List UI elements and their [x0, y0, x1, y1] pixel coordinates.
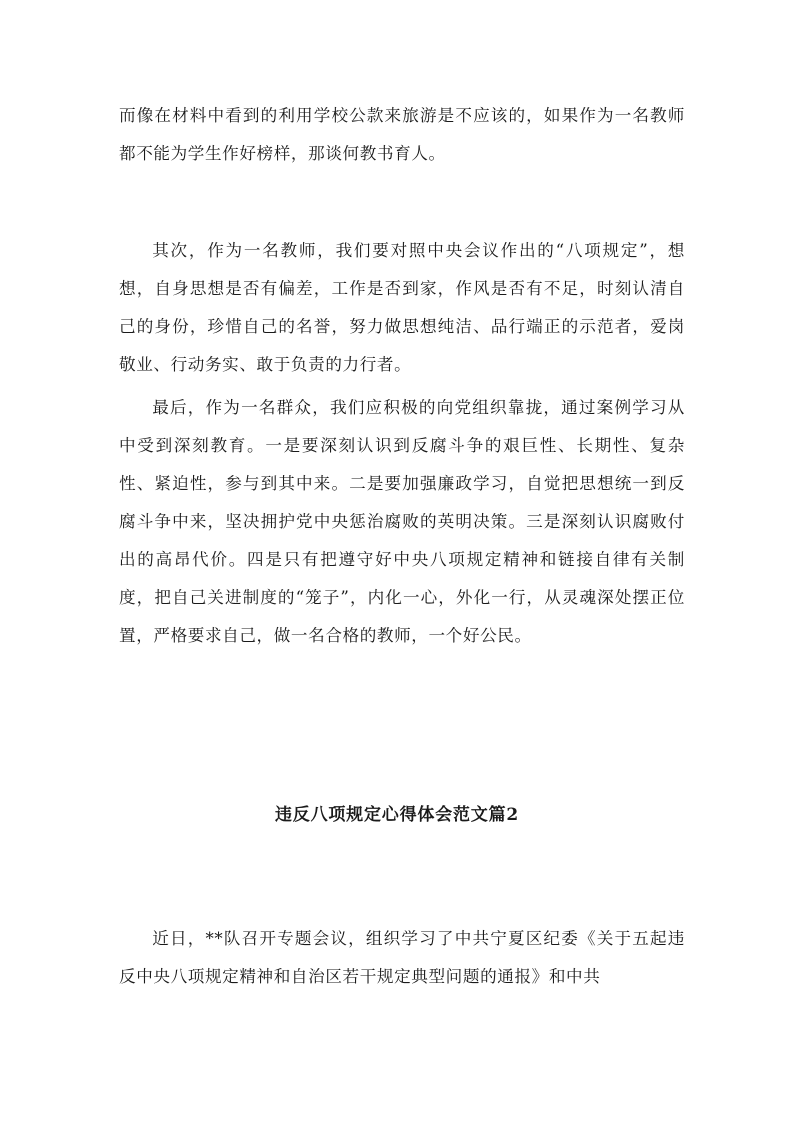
section-heading: 违反八项规定心得体会范文篇2 — [274, 805, 520, 825]
paragraph-4: 近日，**队召开专题会议，组织学习了中共宁夏区纪委《关于五起违反中央八项规定精神和自治区若干规定典型问题的通报》和中共 — [119, 929, 685, 986]
paragraph-1: 而像在材料中看到的利用学校公款来旅游是不应该的，如果作为一名教师都不能为学生作好榜样，那谈何教书育人。 — [119, 106, 685, 163]
paragraph-3: 最后，作为一名群众，我们应积极的向党组织靠拢，通过案例学习从中受到深刻教育。一是要深刻认识到反腐斗争的艰巨性、长期性、复杂性、紧迫性，参与到其中来。二是要加强廉政学习，自觉把思想统一到反腐斗争中来，坚决拥护党中央惩治腐败的英明决策。三是深刻认识腐败付出的高昂代价。四是只有把遵守好中央八项规定精神和链接自律有关制度，把自己关进制度的“笼子”，内化一心，外化一行，从灵魂深处摆正位置，严格要求自己，做一名合格的教师，一个好公民。 — [119, 398, 685, 645]
paragraph-2: 其次，作为一名教师，我们要对照中央会议作出的“八项规定”，想想，自身思想是否有偏差，工作是否到家，作风是否有不足，时刻认清自己的身份，珍惜自己的名誉，努力做思想纯洁、品行端正的示范者，爱岗敬业、行动务实、敢于负责的力行者。 — [119, 241, 685, 374]
